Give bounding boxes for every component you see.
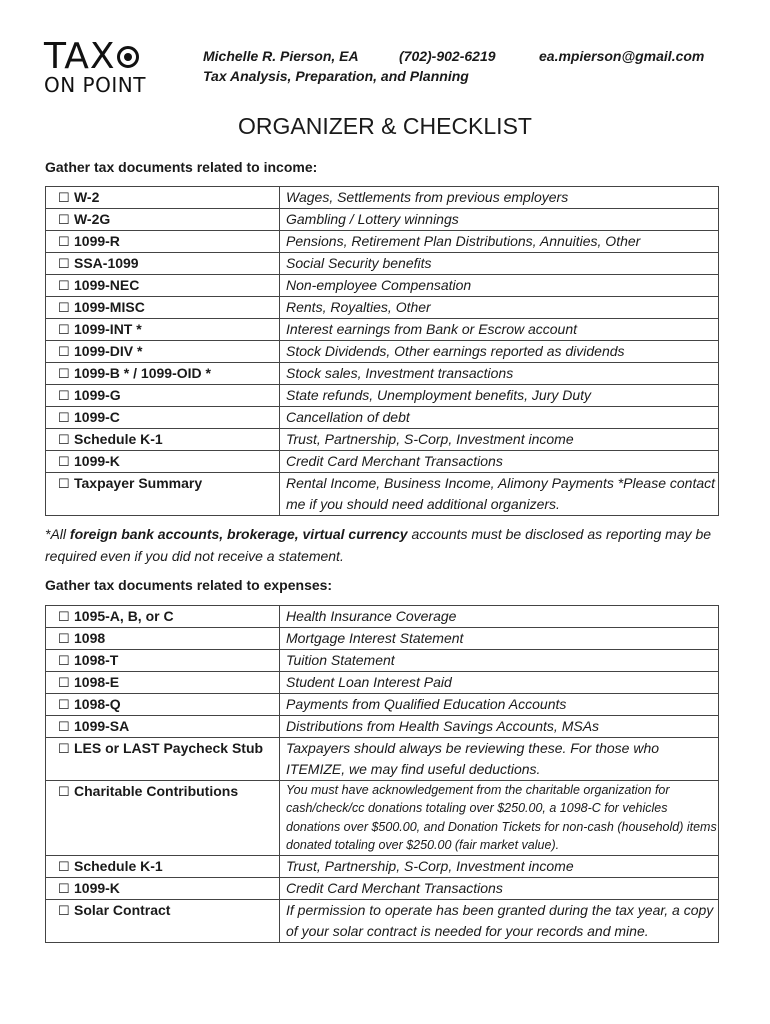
document-name: 1099-G — [74, 387, 121, 403]
description-cell: Social Security benefits — [280, 253, 719, 275]
checkbox-icon[interactable]: ☐ — [58, 344, 70, 359]
document-name: 1099-INT * — [74, 321, 142, 337]
description-cell: Mortgage Interest Statement — [280, 628, 719, 650]
foreign-accounts-note — [45, 523, 725, 567]
description-cell: Credit Card Merchant Transactions — [280, 877, 719, 899]
checkbox-icon[interactable]: ☐ — [58, 234, 70, 249]
document-name: 1099-C — [74, 409, 120, 425]
description-cell: Taxpayers should always be reviewing these. For those who ITEMIZE, we may find useful deductions. — [280, 738, 719, 781]
note-prefix: *All — [45, 526, 70, 542]
document-name: 1099-DIV * — [74, 343, 143, 359]
checkbox-icon[interactable]: ☐ — [58, 697, 70, 712]
document-cell — [46, 606, 280, 628]
logo-text-bottom: ON POINT — [44, 73, 146, 97]
document-cell — [46, 628, 280, 650]
document-cell — [46, 781, 280, 856]
document-cell — [46, 407, 280, 429]
checklist-row — [46, 738, 719, 781]
document-cell — [46, 877, 280, 899]
checkbox-icon[interactable]: ☐ — [58, 256, 70, 271]
document-name: W-2G — [74, 211, 111, 227]
document-cell — [46, 319, 280, 341]
checkbox-icon[interactable]: ☐ — [58, 675, 70, 690]
description-cell: Stock sales, Investment transactions — [280, 363, 719, 385]
checkbox-icon[interactable]: ☐ — [58, 880, 70, 896]
document-cell — [46, 672, 280, 694]
checklist-row — [46, 672, 719, 694]
phone-number: (702)-902-6219 — [399, 48, 496, 64]
document-cell — [46, 275, 280, 297]
description-cell: Wages, Settlements from previous employers — [280, 187, 719, 209]
target-icon — [117, 46, 139, 68]
page-title: ORGANIZER & CHECKLIST — [238, 113, 532, 139]
checklist-row — [46, 650, 719, 672]
expenses-checklist-table — [45, 605, 719, 943]
logo-text-top: TAX — [44, 36, 116, 77]
document-name: 1099-MISC — [74, 299, 145, 315]
document-cell — [46, 363, 280, 385]
description-cell: Stock Dividends, Other earnings reported as dividends — [280, 341, 719, 363]
document-name: Charitable Contributions — [74, 783, 239, 799]
document-cell — [46, 385, 280, 407]
note-suffix: accounts must be disclosed as reporting may be required even if you did not receive a statement. — [45, 526, 712, 564]
checklist-row — [46, 855, 719, 877]
document-cell — [46, 231, 280, 253]
checklist-row — [46, 407, 719, 429]
description-cell: Rental Income, Business Income, Alimony Payments *Please contact me if you should need additional organizers. — [280, 473, 719, 516]
document-name: 1099-SA — [74, 718, 130, 734]
document-name: 1099-NEC — [74, 277, 140, 293]
description-cell: Interest earnings from Bank or Escrow account — [280, 319, 719, 341]
description-cell: Tuition Statement — [280, 650, 719, 672]
document-cell — [46, 899, 280, 942]
description-cell: Trust, Partnership, S-Corp, Investment income — [280, 855, 719, 877]
document-name: 1099-K — [74, 879, 120, 896]
checklist-row — [46, 297, 719, 319]
description-cell: Pensions, Retirement Plan Distributions, Annuities, Other — [280, 231, 719, 253]
description-cell: Distributions from Health Savings Accounts, MSAs — [280, 716, 719, 738]
checklist-row — [46, 319, 719, 341]
document-name: Taxpayer Summary — [74, 475, 203, 491]
document-name: 1099-K — [74, 453, 120, 469]
checklist-row — [46, 275, 719, 297]
document-cell — [46, 650, 280, 672]
checklist-row — [46, 341, 719, 363]
checklist-row — [46, 473, 719, 516]
checklist-row — [46, 429, 719, 451]
checkbox-icon[interactable]: ☐ — [58, 609, 70, 624]
note-bold: foreign bank accounts, brokerage, virtual currency — [69, 526, 408, 542]
description-cell: Rents, Royalties, Other — [280, 297, 719, 319]
tagline: Tax Analysis, Preparation, and Planning — [203, 68, 469, 84]
description-cell: Health Insurance Coverage — [280, 606, 719, 628]
description-cell: Trust, Partnership, S-Corp, Investment income — [280, 429, 719, 451]
description-cell: State refunds, Unemployment benefits, Jury Duty — [280, 385, 719, 407]
document-name: W-2 — [74, 189, 100, 205]
preparer-name: Michelle R. Pierson, EA — [203, 48, 359, 64]
checkbox-icon[interactable]: ☐ — [58, 476, 70, 491]
checklist-row — [46, 716, 719, 738]
description-cell: Cancellation of debt — [280, 407, 719, 429]
description-cell: You must have acknowledgement from the charitable organization for cash/check/cc donations totaling over $250.00, a 1098-C for vehicles donations over $500.00, and Donation Tickets for non-cash (household) items donated totaling over $250.00 (fair market value). — [280, 781, 719, 856]
document-name: Schedule K-1 — [74, 857, 163, 874]
checklist-row — [46, 877, 719, 899]
document-name: 1098-E — [74, 674, 120, 690]
checklist-row — [46, 231, 719, 253]
checklist-row — [46, 363, 719, 385]
checkbox-icon[interactable]: ☐ — [58, 454, 70, 469]
income-heading: Gather tax documents related to income: — [45, 159, 318, 175]
checklist-row — [46, 899, 719, 942]
expenses-heading: Gather tax documents related to expenses: — [45, 577, 333, 593]
document-name: Solar Contract — [74, 901, 171, 918]
description-cell: If permission to operate has been granted during the tax year, a copy of your solar contract is needed for your records and mine. — [280, 899, 719, 942]
document-cell — [46, 694, 280, 716]
document-cell — [46, 738, 280, 781]
description-cell: Payments from Qualified Education Accounts — [280, 694, 719, 716]
checkbox-icon[interactable]: ☐ — [58, 858, 70, 874]
document-name: 1095-A, B, or C — [74, 608, 174, 624]
checkbox-icon[interactable]: ☐ — [58, 388, 70, 403]
checkbox-icon[interactable]: ☐ — [58, 741, 70, 756]
checkbox-icon[interactable]: ☐ — [58, 719, 70, 734]
document-cell — [46, 716, 280, 738]
checkbox-icon[interactable]: ☐ — [58, 410, 70, 425]
checklist-row — [46, 253, 719, 275]
document-cell — [46, 855, 280, 877]
income-checklist-table — [45, 186, 719, 516]
description-cell: Non-employee Compensation — [280, 275, 719, 297]
checkbox-icon[interactable]: ☐ — [58, 190, 70, 205]
document-name: 1099-R — [74, 233, 120, 249]
checkbox-icon[interactable]: ☐ — [58, 784, 70, 799]
checkbox-icon[interactable]: ☐ — [58, 300, 70, 315]
document-cell — [46, 451, 280, 473]
email-address: ea.mpierson@gmail.com — [539, 48, 705, 64]
checklist-row — [46, 385, 719, 407]
document-name: LES or LAST Paycheck Stub — [74, 740, 264, 756]
document-name: 1098-Q — [74, 696, 121, 712]
checklist-row — [46, 187, 719, 209]
tax-on-point-logo — [44, 36, 174, 97]
document-cell — [46, 297, 280, 319]
document-name: SSA-1099 — [74, 255, 139, 271]
document-name: 1099-B * / 1099-OID * — [74, 365, 211, 381]
checklist-row — [46, 451, 719, 473]
document-name: Schedule K-1 — [74, 431, 163, 447]
checkbox-icon[interactable]: ☐ — [58, 366, 70, 381]
document-cell — [46, 209, 280, 231]
document-cell — [46, 473, 280, 516]
checkbox-icon[interactable]: ☐ — [58, 322, 70, 337]
document-cell — [46, 187, 280, 209]
description-cell: Student Loan Interest Paid — [280, 672, 719, 694]
document-name: 1098 — [74, 630, 106, 646]
checkbox-icon[interactable]: ☐ — [58, 278, 70, 293]
checklist-row — [46, 694, 719, 716]
checkbox-icon[interactable]: ☐ — [58, 631, 70, 646]
checklist-row — [46, 628, 719, 650]
description-cell: Credit Card Merchant Transactions — [280, 451, 719, 473]
contact-block — [203, 46, 704, 86]
document-cell — [46, 341, 280, 363]
checklist-row — [46, 209, 719, 231]
document-name: 1098-T — [74, 652, 119, 668]
checklist-row — [46, 606, 719, 628]
document-cell — [46, 253, 280, 275]
checkbox-icon[interactable]: ☐ — [58, 902, 70, 918]
description-cell: Gambling / Lottery winnings — [280, 209, 719, 231]
checkbox-icon[interactable]: ☐ — [58, 432, 70, 447]
document-cell — [46, 429, 280, 451]
checkbox-icon[interactable]: ☐ — [58, 212, 70, 227]
checklist-row — [46, 781, 719, 856]
checkbox-icon[interactable]: ☐ — [58, 653, 70, 668]
